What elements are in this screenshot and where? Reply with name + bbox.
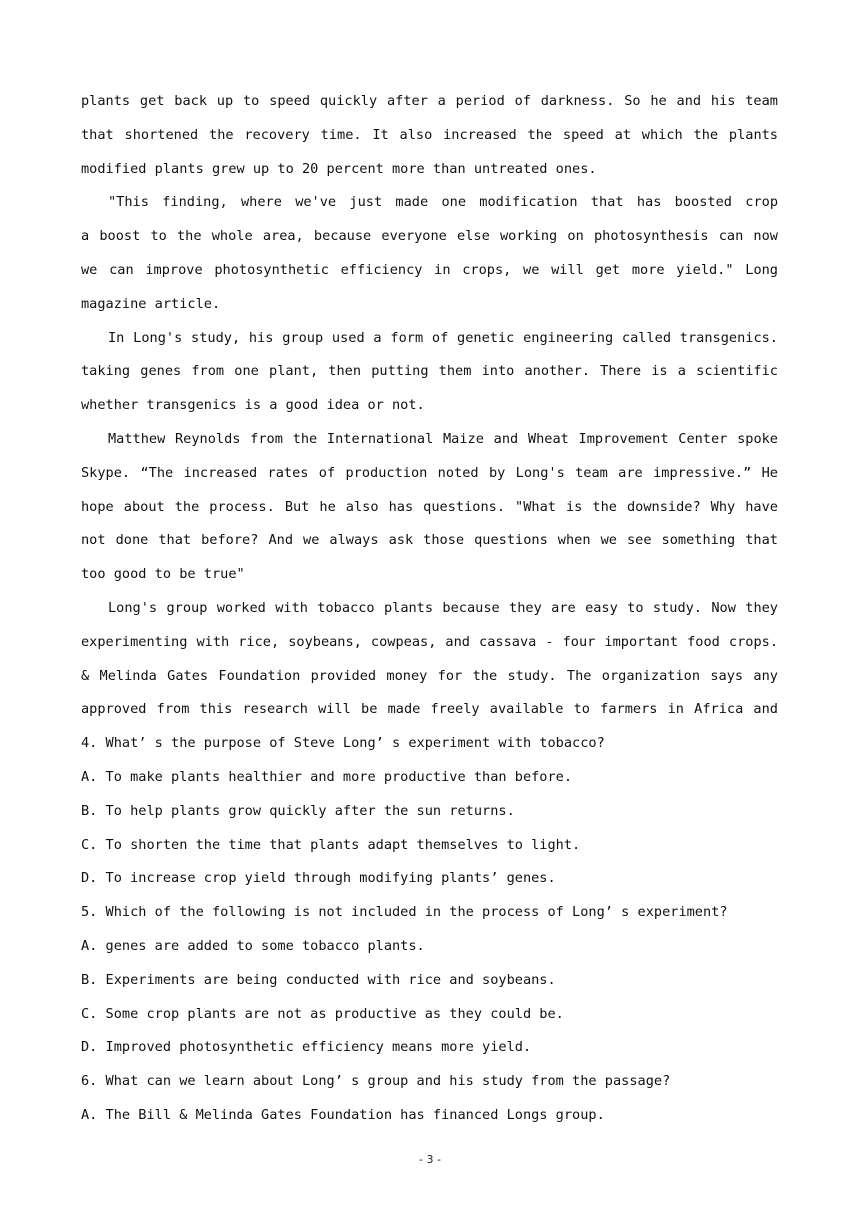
text-line: we can improve photosynthetic efficiency in crops, we will get more yield." Long (81, 261, 778, 278)
text-line: taking genes from one plant, then putting them into another. There is a scientific (81, 363, 778, 380)
question-block (81, 727, 778, 896)
document-body (81, 85, 778, 1133)
paragraph (81, 85, 778, 186)
question-block (81, 896, 778, 1065)
text-line: not done that before? And we always ask those questions when we see something that (81, 532, 778, 549)
text-line: & Melinda Gates Foundation provided money for the study. The organization says any (81, 667, 778, 684)
paragraph (81, 423, 778, 592)
text-line: Matthew Reynolds from the International Maize and Wheat Improvement Center spoke (108, 430, 778, 447)
text-line: whether transgenics is a good idea or not. (81, 397, 425, 414)
answer-option: C. Some crop plants are not as productive as they could be. (81, 1005, 564, 1022)
answer-option: D. To increase crop yield through modifying plants’ genes. (81, 870, 556, 887)
answer-option: B. To help plants grow quickly after the sun returns. (81, 802, 515, 819)
answer-option: A. The Bill & Melinda Gates Foundation has financed Longs group. (81, 1106, 605, 1123)
text-line: magazine article. (81, 295, 221, 312)
text-line: In Long's study, his group used a form of genetic engineering called transgenics. (108, 329, 778, 346)
text-line: too good to be true" (81, 566, 245, 583)
paragraph (81, 186, 778, 321)
text-line: experimenting with rice, soybeans, cowpeas, and cassava - four important food crops. (81, 633, 778, 650)
paragraph (81, 592, 778, 727)
page-number: - 3 - (419, 1153, 441, 1166)
question-stem: 6. What can we learn about Long’ s group and his study from the passage? (81, 1073, 671, 1090)
text-line: "This finding, where we've just made one modification that has boosted crop (108, 194, 778, 211)
question-stem: 4. What’ s the purpose of Steve Long’ s experiment with tobacco? (81, 735, 605, 752)
answer-option: D. Improved photosynthetic efficiency means more yield. (81, 1039, 532, 1056)
text-line: approved from this research will be made freely available to farmers in Africa and (81, 701, 778, 718)
answer-option: B. Experiments are being conducted with rice and soybeans. (81, 971, 556, 988)
question-stem: 5. Which of the following is not included in the process of Long’ s experiment? (81, 904, 728, 921)
paragraph (81, 322, 778, 423)
text-line: modified plants grew up to 20 percent more than untreated ones. (81, 160, 597, 177)
text-line: hope about the process. But he also has questions. "What is the downside? Why have (81, 498, 778, 515)
text-line: that shortened the recovery time. It also increased the speed at which the plants (81, 126, 778, 143)
text-line: plants get back up to speed quickly after a period of darkness. So he and his team (81, 93, 778, 109)
text-line: Long's group worked with tobacco plants because they are easy to study. Now they (108, 599, 778, 616)
answer-option: A. genes are added to some tobacco plants. (81, 937, 425, 954)
text-line: Skype. “The increased rates of production noted by Long's team are impressive.” He (81, 464, 778, 481)
text-line: a boost to the whole area, because everyone else working on photosynthesis can now (81, 228, 778, 245)
question-block (81, 1065, 778, 1133)
answer-option: C. To shorten the time that plants adapt themselves to light. (81, 836, 581, 853)
answer-option: A. To make plants healthier and more productive than before. (81, 768, 573, 785)
